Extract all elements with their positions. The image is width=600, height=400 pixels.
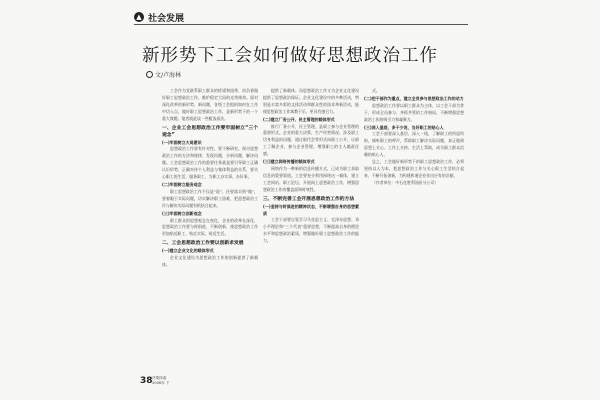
journal-name: 决策探索: [152, 376, 167, 380]
paragraph: 总之，工会做好新形势下的职工思想政治工作，必须坚持以人为本，把思想政治工作与关心职工生活结合起来，不断开拓创新，为构建和谐企业作出应有的贡献。: [364, 159, 464, 178]
paragraph: 提供了新载体。而思想政治工作又为企业文化建设提供了思想政治保证。企业文化建设中的多种活动，特别是丰富多彩的文体活动和群众性的技术革新活动，能使思想政治工作寓教于乐，更具有感召力。: [263, 88, 359, 114]
journal-issue: 2006年 下: [152, 380, 170, 385]
paragraph: 推行厂务公开，民主管理，是职工参与企业管理的重要形式。企业的重大决策、生产经营情况、涉及职工切身利益的问题，通过职代会等形式向职工公开，让职工了解企业，参与企业管理，增强职工的主人翁责任感。: [263, 123, 359, 157]
author-name: 文/卢海林: [155, 72, 182, 79]
subsection-heading: (二)把干部作为重点，建立全员参与思想政治工作的动力: [364, 95, 464, 101]
paragraph: 职工思想政治工作不仅是“说”，还要落实到“做”，要着眼于实际问题，切实解决职工困难，把思想政治工作与解决实际问题有机结合起来。: [162, 188, 258, 208]
text-column-2: [263, 88, 359, 245]
section-header: [134, 10, 184, 24]
paragraph: 式。: [372, 88, 380, 93]
subsection-heading: (三)牢固树立创新观念: [162, 210, 202, 216]
paragraph: 企业文化建设为思想政治工作的创新提供了新载体。: [162, 255, 258, 268]
bullet-circle-icon: [146, 71, 153, 78]
section-label: 社会发展: [148, 13, 185, 24]
subsection-heading: (一)建立企业文化的载体形式: [162, 248, 214, 254]
article-title: 新形势下工会如何做好思想政治工作: [142, 46, 438, 66]
paragraph: （作者单位：中石化胜利油田分公司）: [372, 179, 439, 185]
paragraph: 职工群众的思想观念在变化，企业的改革在深化，思想政治工作要与时俱进，不断创新，使思想政治工作更加贴近职工、贴近实际、贴近生活。: [162, 217, 258, 237]
section-heading: 一、企业工会思想政治工作要牢固树立“三个观念”: [162, 125, 258, 138]
header-divider: [134, 24, 468, 25]
subsection-heading: (一)坚持与时俱进的精神状态，不断增强自身的思想素质: [263, 203, 359, 216]
paragraph: 工会干部要深入基层、深入一线，了解职工的所思所盼，倾听职工的呼声，帮助职工解决实际问题，真正做到思想上关心、工作上支持、生活上帮助，成为职工群众信赖的贴心人。: [364, 131, 464, 158]
paragraph: 工会干部要自觉学习马克思主义、毛泽东思想、邓小平理论和“三个代表”重要思想，不断提高自身的理论水平和思想政治素质，增强做好职工思想政治工作的能力。: [263, 217, 359, 244]
subsection-heading: (二)建立厂务公开、民主管理的载体形式: [263, 116, 335, 122]
paragraph: 思想政治工作要有针对性，要不断研究、探讨思想政治工作的方法和规律，发现问题，分析问题，解决问题。工会思想政治工作的重要任务就是要引导职工正确认识形势，正确对待个人利益与集体利益的关系，要关心职工的生活，服务职工，为职工办实事、办好事。: [162, 146, 258, 180]
paragraph: 网络作为一种新的信息传播方式，已成为职工获取信息的重要渠道。工会要充分利用网络这一载体，建立工会网站、职工论坛，开展网上思想政治工作，增强思想政治工作的覆盖面和时效性。: [263, 165, 359, 192]
section-heading: 三、不断完善工会开展思想政治工作的方法: [263, 196, 355, 202]
circle-triangle-icon: ▲: [134, 12, 144, 22]
section-heading: 二、工会思想政治工作要以创新求发展: [162, 241, 244, 247]
subsection-heading: (一)牢固树立大局意识: [162, 139, 202, 145]
paragraph: 思想政治工作要以职工群众为主体，以工会干部为骨干，形成全员参与、齐抓共管的工作格局，不断增强思想政治工作的吸引力和凝聚力。: [364, 102, 464, 122]
author-line: [146, 70, 181, 79]
subsection-heading: (三)深入基层，多干少说，当好职工的贴心人: [364, 124, 444, 130]
text-column-1: [162, 88, 258, 269]
text-column-3: [364, 88, 464, 187]
journal-info: [152, 376, 169, 385]
paragraph: 工会作为党联系职工群众的桥梁和纽带，肩负着做好职工思想政治工作，维护稳定大局的光荣使命。面对深化改革的新形势、新问题，各级工会组织如何在工作中切入点，做好职工思想政治工作，是新形势下的一个重大课题。笔者就此谈一些粗浅看法。: [162, 88, 258, 121]
page-number: 38: [140, 376, 153, 386]
subsection-heading: (二)牢固树立服务观念: [162, 181, 202, 187]
subsection-heading: (三)建立网络传播的载体形式: [263, 159, 315, 165]
